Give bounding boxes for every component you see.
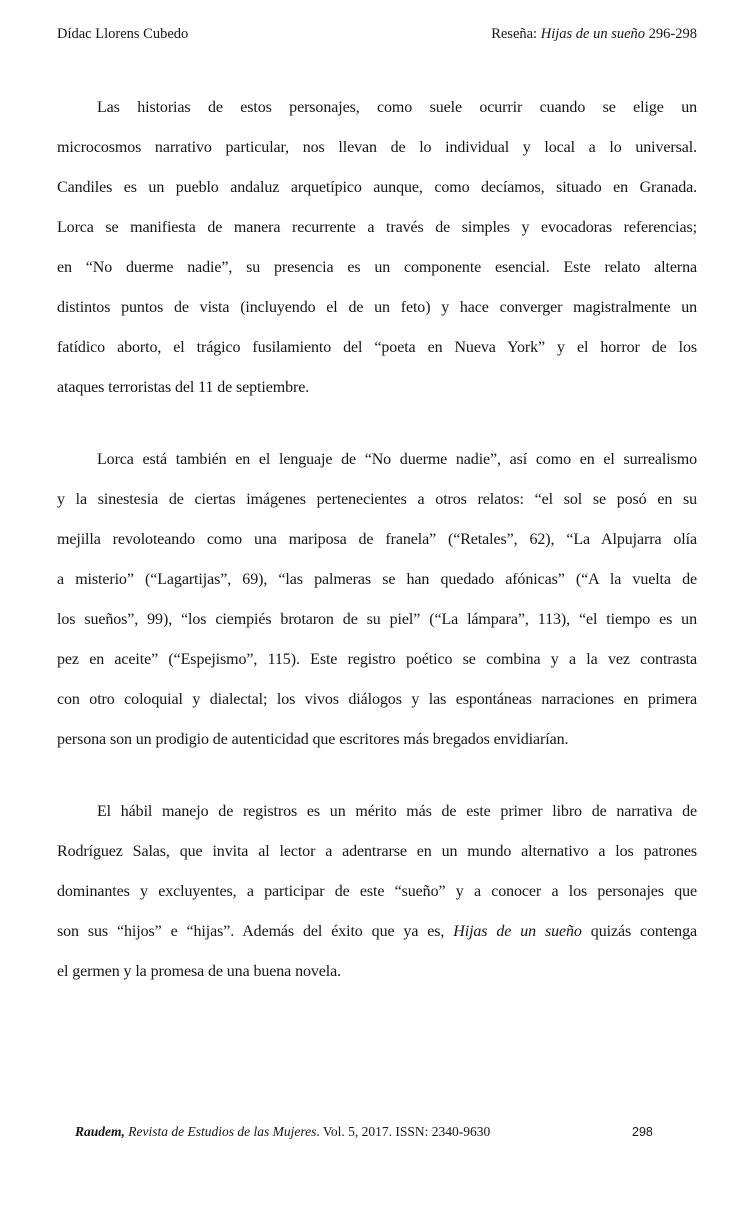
header-review-reference xyxy=(491,26,697,43)
text-segment: mejilla revoloteando como una mariposa de franela” (“Retales”, 62), “La Alpujarra olía xyxy=(57,531,697,548)
text-line xyxy=(57,288,697,328)
text-line xyxy=(57,720,697,760)
text-segment: dominantes y excluyentes, a participar de este “sueño” y a conocer a los personajes que xyxy=(57,883,697,900)
text-segment: los sueños”, 99), “los ciempiés brotaron de su piel” (“La lámpara”, 113), “el tiempo es un xyxy=(57,611,697,628)
text-segment: en “No duerme nadie”, su presencia es un componente esencial. Este relato alterna xyxy=(57,259,697,276)
text-segment: Candiles es un pueblo andaluz arquetípico aunque, como decíamos, situado en Granada. xyxy=(57,179,697,196)
text-line xyxy=(57,792,697,832)
text-line xyxy=(57,368,697,408)
text-segment: Lorca se manifiesta de manera recurrente a través de simples y evocadoras referencias; xyxy=(57,219,697,236)
text-line xyxy=(57,248,697,288)
text-segment: pez en aceite” (“Espejismo”, 115). Este registro poético se combina y a la vez contrasta xyxy=(57,651,697,668)
paragraph xyxy=(57,440,697,760)
footer-journal-reference xyxy=(75,1123,490,1141)
text-segment: Las historias de estos personajes, como suele ocurrir cuando se elige un xyxy=(97,99,697,116)
page-number: 298 xyxy=(632,1125,653,1139)
text-line xyxy=(57,600,697,640)
paragraph xyxy=(57,88,697,408)
text-segment: son sus “hijos” e “hijas”. Además del éxito que ya es, xyxy=(57,923,454,940)
text-segment: Rodríguez Salas, que invita al lector a adentrarse en un mundo alternativo a los patrones xyxy=(57,843,697,860)
text-line xyxy=(57,328,697,368)
footer-issue-info: . Vol. 5, 2017. ISSN: 2340-9630 xyxy=(316,1124,491,1139)
header-review-label: Reseña: xyxy=(491,26,541,42)
text-segment: distintos puntos de vista (incluyendo el de un feto) y hace converger magistralmente un xyxy=(57,299,697,316)
footer-journal-full-title: Revista de Estudios de las Mujeres xyxy=(124,1124,317,1139)
text-line xyxy=(57,912,697,952)
text-line xyxy=(57,832,697,872)
text-segment: a misterio” (“Lagartijas”, 69), “las palmeras se han quedado afónicas” (“A la vuelta de xyxy=(57,571,697,588)
italic-text-segment: Hijas de un sueño xyxy=(453,923,582,940)
text-segment: con otro coloquial y dialectal; los vivos diálogos y las espontáneas narraciones en primera xyxy=(57,691,697,708)
text-line xyxy=(57,128,697,168)
text-segment: persona son un prodigio de autenticidad que escritores más bregados envidiarían. xyxy=(57,731,569,748)
text-line xyxy=(57,560,697,600)
paragraph xyxy=(57,792,697,992)
text-line xyxy=(57,952,697,992)
text-segment: y la sinestesia de ciertas imágenes pertenecientes a otros relatos: “el sol se posó en su xyxy=(57,491,697,508)
text-segment: quizás contenga xyxy=(581,923,697,940)
text-segment: Lorca está también en el lenguaje de “No duerme nadie”, así como en el surrealismo xyxy=(97,451,697,468)
text-line xyxy=(57,680,697,720)
text-line xyxy=(57,480,697,520)
review-body-text xyxy=(57,88,697,1024)
text-line xyxy=(57,640,697,680)
text-segment: microcosmos narrativo particular, nos llevan de lo individual y local a lo universal. xyxy=(57,139,697,156)
text-line xyxy=(57,520,697,560)
text-segment: fatídico aborto, el trágico fusilamiento del “poeta en Nueva York” y el horror de los xyxy=(57,339,697,356)
header-author: Dídac Llorens Cubedo xyxy=(57,26,189,42)
text-line xyxy=(57,872,697,912)
text-segment: el germen y la promesa de una buena novela. xyxy=(57,963,342,980)
text-line xyxy=(57,208,697,248)
text-segment: ataques terroristas del 11 de septiembre. xyxy=(57,379,310,396)
text-line xyxy=(57,88,697,128)
footer-journal-short-title: Raudem, xyxy=(75,1124,125,1139)
text-segment: El hábil manejo de registros es un mérito más de este primer libro de narrativa de xyxy=(97,803,697,820)
running-header xyxy=(57,26,697,43)
header-review-pages: 296-298 xyxy=(645,26,697,42)
text-line xyxy=(57,440,697,480)
header-review-title: Hijas de un sueño xyxy=(540,26,646,42)
text-line xyxy=(57,168,697,208)
